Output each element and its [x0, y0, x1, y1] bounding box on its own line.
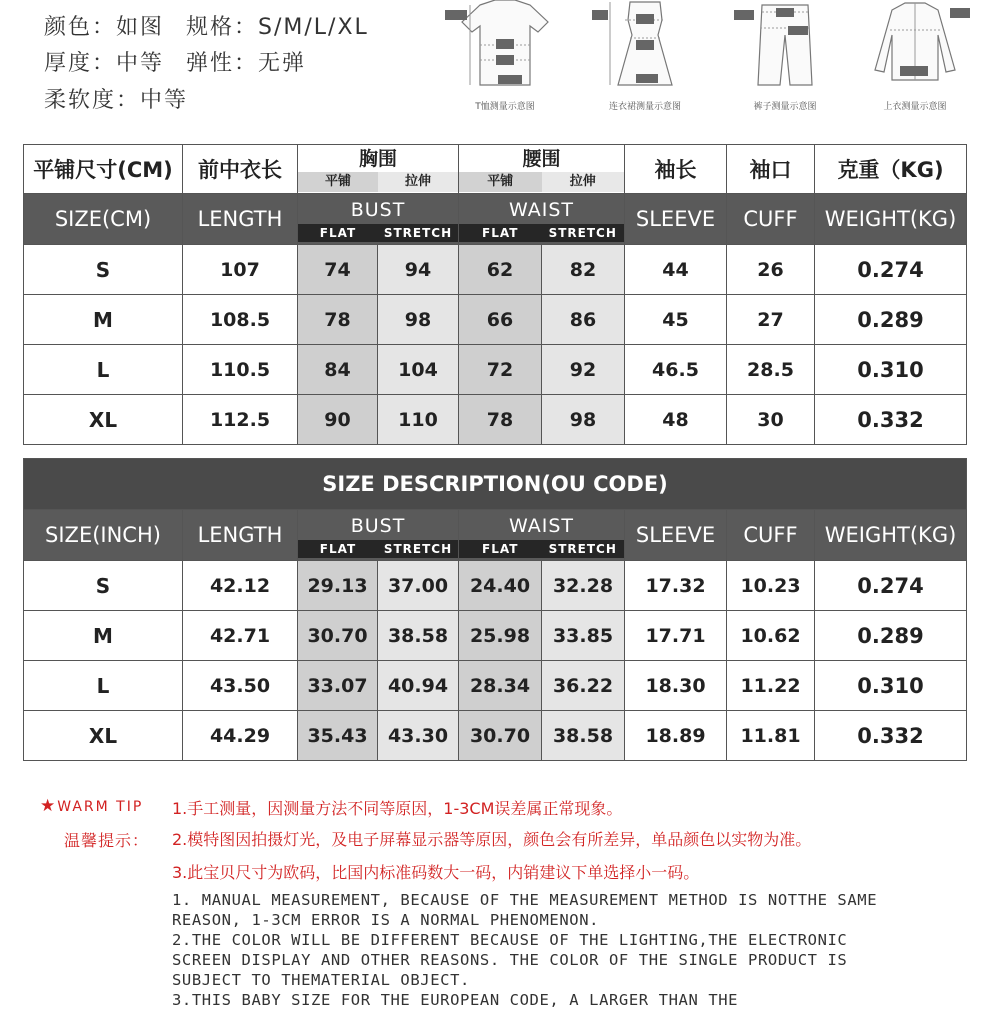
warm-tip-cn: 温馨提示： — [64, 831, 150, 850]
cell-cuff: 28.5 — [727, 345, 815, 395]
cell-bust-flat: 84 — [298, 345, 378, 395]
header-length-en: LENGTH — [183, 510, 298, 561]
cell-bust-stretch: 94 — [378, 245, 459, 295]
bust-flat-cn: 平铺 — [298, 172, 378, 192]
cell-bust-flat: 29.13 — [298, 561, 378, 611]
spec-thickness: 厚度：中等 — [44, 51, 165, 76]
cell-bust-flat: 78 — [298, 295, 378, 345]
cell-bust-stretch: 110 — [378, 395, 459, 445]
cell-waist-flat: 72 — [459, 345, 542, 395]
tip-en-line: REASON, 1-3CM ERROR IS A NORMAL PHENOMENON. — [172, 911, 600, 929]
waist-stretch-en: STRETCH — [548, 226, 617, 240]
tip-en-line: SUBJECT TO THEMATERIAL OBJECT. — [172, 971, 470, 989]
tip-cn-2: 2.模特图因拍摄灯光，及电子屏幕显示器等原因，颜色会有所差异，单品颜色以实物为准。 — [172, 830, 812, 849]
cell-waist-stretch: 86 — [542, 295, 625, 345]
cell-size: M — [24, 295, 183, 345]
cell-waist-flat: 66 — [459, 295, 542, 345]
bust-stretch-en: STRETCH — [383, 226, 453, 240]
cell-bust-flat: 35.43 — [298, 711, 378, 761]
cell-waist-flat: 24.40 — [459, 561, 542, 611]
en-header-row — [24, 510, 967, 561]
bust-stretch-en: STRETCH — [383, 542, 453, 556]
spec-elasticity: 弹性：无弹 — [186, 51, 307, 76]
cell-size: M — [24, 611, 183, 661]
cell-bust-flat: 33.07 — [298, 661, 378, 711]
header-weight-cn: 克重（KG) — [815, 145, 967, 194]
header-waist-en — [459, 194, 625, 245]
cell-length: 110.5 — [183, 345, 298, 395]
table-row — [24, 395, 967, 445]
cell-waist-stretch: 33.85 — [542, 611, 625, 661]
bust-stretch-cn: 拉伸 — [378, 172, 458, 192]
jacket-diagram-icon — [850, 0, 980, 112]
bust-label-en: BUST — [350, 199, 406, 221]
header-size-cn: 平铺尺寸(CM) — [24, 145, 183, 194]
pants-diagram-icon — [720, 0, 850, 112]
cell-cuff: 27 — [727, 295, 815, 345]
cell-bust-stretch: 40.94 — [378, 661, 459, 711]
table-row — [24, 661, 967, 711]
cell-cuff: 11.22 — [727, 661, 815, 711]
diagram-caption: T恤测量示意图 — [475, 102, 535, 112]
waist-label-cn: 腰围 — [522, 148, 561, 170]
cell-sleeve: 44 — [625, 245, 727, 295]
spec-line-3 — [44, 83, 210, 114]
cell-length: 42.71 — [183, 611, 298, 661]
header-waist-cn — [459, 145, 625, 194]
cell-length: 107 — [183, 245, 298, 295]
spec-softness: 柔软度：中等 — [44, 88, 189, 113]
cell-waist-stretch: 98 — [542, 395, 625, 445]
cell-sleeve: 18.89 — [625, 711, 727, 761]
cm-table-body — [24, 245, 967, 445]
cell-waist-stretch: 92 — [542, 345, 625, 395]
tip-cn-1: 1.手工测量，因测量方法不同等原因，1-3CM误差属正常现象。 — [172, 799, 623, 818]
bust-flat-en: FLAT — [319, 226, 357, 240]
waist-label-en: WAIST — [508, 199, 574, 221]
spec-size: 规格：S/M/L/XL — [186, 15, 369, 40]
size-table-inch — [23, 458, 967, 761]
cell-waist-stretch: 32.28 — [542, 561, 625, 611]
table-row — [24, 561, 967, 611]
header-bust-en — [298, 510, 459, 561]
waist-stretch-cn: 拉伸 — [542, 172, 625, 192]
cell-bust-stretch: 104 — [378, 345, 459, 395]
cell-sleeve: 17.32 — [625, 561, 727, 611]
bust-label-en: BUST — [350, 515, 406, 537]
cell-waist-flat: 28.34 — [459, 661, 542, 711]
cell-waist-flat: 78 — [459, 395, 542, 445]
cell-length: 44.29 — [183, 711, 298, 761]
cell-weight: 0.289 — [815, 611, 967, 661]
spec-color: 颜色：如图 — [44, 15, 165, 40]
header-cuff-en: CUFF — [727, 194, 815, 245]
warm-tip-en: WARM TIP — [57, 799, 144, 815]
cell-length: 43.50 — [183, 661, 298, 711]
tip-en-line: SCREEN DISPLAY AND OTHER REASONS. THE COLOR OF THE SINGLE PRODUCT IS — [172, 951, 848, 969]
cell-bust-stretch: 98 — [378, 295, 459, 345]
waist-flat-en: FLAT — [482, 226, 519, 240]
cell-bust-stretch: 38.58 — [378, 611, 459, 661]
cell-bust-flat: 90 — [298, 395, 378, 445]
table-row — [24, 295, 967, 345]
warm-tip-label — [40, 796, 143, 816]
size-table-cm — [23, 144, 967, 445]
cell-waist-stretch: 82 — [542, 245, 625, 295]
header-cuff-en: CUFF — [727, 510, 815, 561]
header-sleeve-cn: 袖长 — [625, 145, 727, 194]
cell-bust-stretch: 37.00 — [378, 561, 459, 611]
cell-size: XL — [24, 711, 183, 761]
cell-weight: 0.289 — [815, 295, 967, 345]
cell-sleeve: 46.5 — [625, 345, 727, 395]
cell-length: 42.12 — [183, 561, 298, 611]
cell-waist-flat: 30.70 — [459, 711, 542, 761]
header-size-en: SIZE(INCH) — [24, 510, 183, 561]
cell-length: 112.5 — [183, 395, 298, 445]
diagram-caption: 连衣裙测量示意图 — [608, 102, 681, 112]
bust-flat-en: FLAT — [319, 542, 357, 556]
tshirt-diagram-icon — [440, 0, 570, 112]
waist-flat-cn: 平铺 — [459, 172, 542, 192]
cell-size: XL — [24, 395, 183, 445]
header-sleeve-en: SLEEVE — [625, 194, 727, 245]
cell-bust-stretch: 43.30 — [378, 711, 459, 761]
cell-sleeve: 48 — [625, 395, 727, 445]
cn-header-row — [24, 145, 967, 194]
tip-cn-3: 3.此宝贝尺寸为欧码，比国内标准码数大一码，内销建议下单选择小一码。 — [172, 863, 700, 882]
cell-weight: 0.332 — [815, 711, 967, 761]
cell-weight: 0.332 — [815, 395, 967, 445]
table-row — [24, 611, 967, 661]
cell-weight: 0.310 — [815, 661, 967, 711]
diagram-caption: 裤子测量示意图 — [753, 102, 817, 112]
header-weight-en: WEIGHT(KG) — [815, 510, 967, 561]
bust-label-cn: 胸围 — [358, 148, 397, 170]
cell-sleeve: 18.30 — [625, 661, 727, 711]
header-length-cn: 前中衣长 — [183, 145, 298, 194]
dress-diagram-icon — [580, 0, 710, 112]
cell-waist-flat: 62 — [459, 245, 542, 295]
waist-flat-en: FLAT — [482, 542, 519, 556]
cell-cuff: 11.81 — [727, 711, 815, 761]
cell-length: 108.5 — [183, 295, 298, 345]
spec-line-2 — [44, 46, 328, 77]
tip-en-line: 1. MANUAL MEASUREMENT, BECAUSE OF THE MEASUREMENT METHOD IS NOTTHE SAME — [172, 891, 878, 909]
tips-en — [172, 890, 972, 1010]
cell-weight: 0.310 — [815, 345, 967, 395]
tip-en-line: 3.THIS BABY SIZE FOR THE EUROPEAN CODE, A LARGER THAN THE — [172, 991, 739, 1009]
header-size-en: SIZE(CM) — [24, 194, 183, 245]
waist-label-en: WAIST — [508, 515, 574, 537]
banner-row — [24, 459, 967, 510]
header-waist-en — [459, 510, 625, 561]
cell-weight: 0.274 — [815, 561, 967, 611]
header-weight-en: WEIGHT(KG) — [815, 194, 967, 245]
cell-waist-stretch: 38.58 — [542, 711, 625, 761]
table-row — [24, 345, 967, 395]
header-length-en: LENGTH — [183, 194, 298, 245]
spec-line-1 — [44, 10, 391, 41]
cell-cuff: 30 — [727, 395, 815, 445]
waist-stretch-en: STRETCH — [548, 542, 617, 556]
cell-size: L — [24, 345, 183, 395]
table-row — [24, 245, 967, 295]
cell-weight: 0.274 — [815, 245, 967, 295]
en-header-row — [24, 194, 967, 245]
tip-en-line: 2.THE COLOR WILL BE DIFFERENT BECAUSE OF THE LIGHTING,THE ELECTRONIC — [172, 931, 848, 949]
table-row — [24, 711, 967, 761]
header-sleeve-en: SLEEVE — [625, 510, 727, 561]
header-bust-en — [298, 194, 459, 245]
cell-cuff: 10.23 — [727, 561, 815, 611]
star-icon: ★ — [40, 796, 58, 816]
size-description-banner: SIZE DESCRIPTION(OU CODE) — [24, 459, 967, 510]
header-bust-cn — [298, 145, 459, 194]
cell-bust-flat: 30.70 — [298, 611, 378, 661]
cell-size: S — [24, 561, 183, 611]
cell-cuff: 26 — [727, 245, 815, 295]
header-cuff-cn: 袖口 — [727, 145, 815, 194]
cell-size: L — [24, 661, 183, 711]
diagram-caption: 上衣测量示意图 — [883, 102, 947, 112]
inch-table-body — [24, 561, 967, 761]
cell-sleeve: 17.71 — [625, 611, 727, 661]
cell-sleeve: 45 — [625, 295, 727, 345]
measurement-diagrams — [440, 0, 1000, 112]
cell-waist-stretch: 36.22 — [542, 661, 625, 711]
cell-cuff: 10.62 — [727, 611, 815, 661]
cell-size: S — [24, 245, 183, 295]
cell-waist-flat: 25.98 — [459, 611, 542, 661]
cell-bust-flat: 74 — [298, 245, 378, 295]
